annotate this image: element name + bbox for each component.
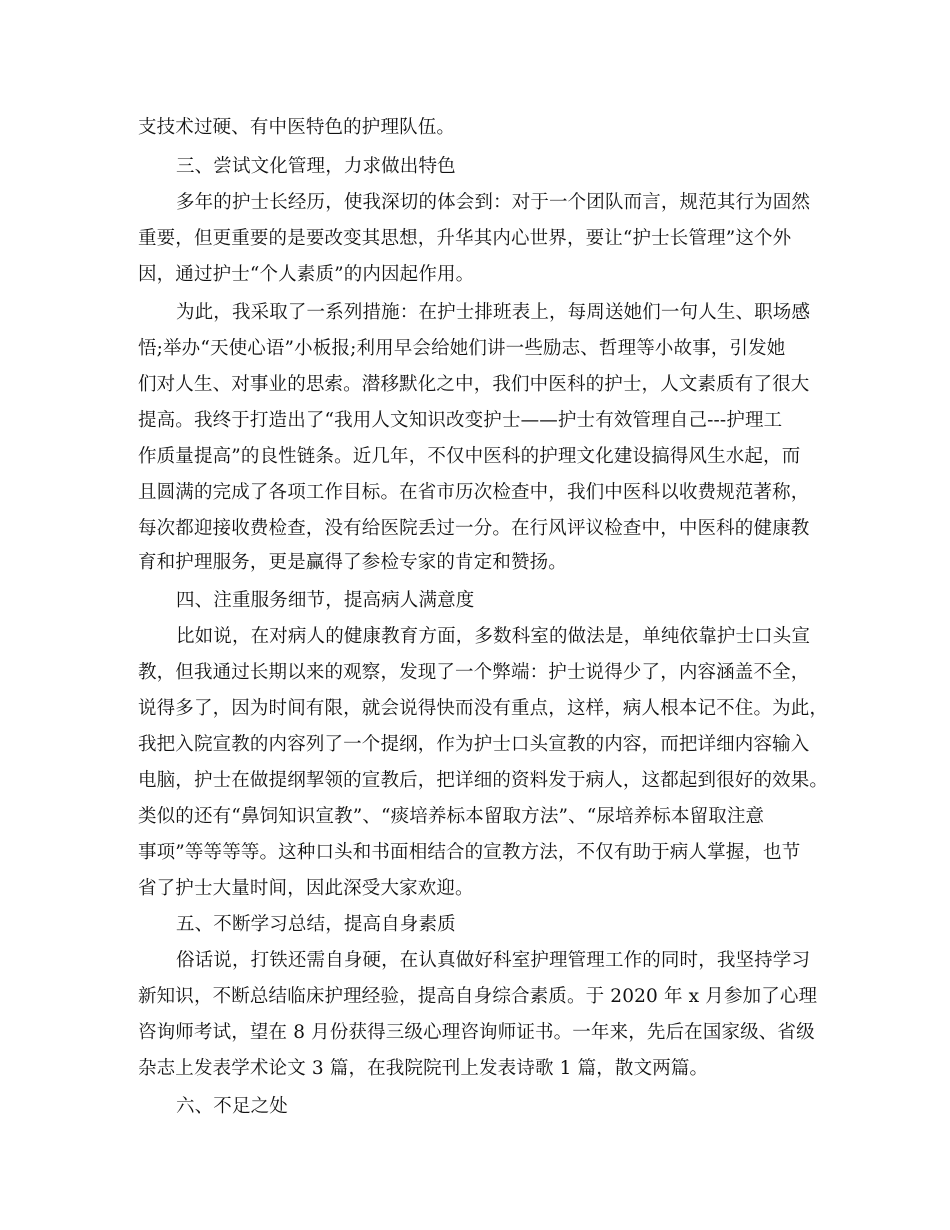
paragraph-line: 为此，我采取了一系列措施：在护士排班表上，每周送她们一句人生、职场感: [176, 302, 811, 323]
paragraph-line: 我把入院宣教的内容列了一个提纲，作为护士口头宣教的内容，而把详细内容输入: [138, 734, 810, 755]
section-heading: 三、尝试文化管理，力求做出特色: [176, 156, 456, 177]
paragraph-line: 咨询师考试，望在 8 月份获得三级心理咨询师证书。一年来，先后在国家级、省级: [138, 1022, 815, 1043]
paragraph-line: 类似的还有“鼻饲知识宣教”、“痰培养标本留取方法”、“尿培养标本留取注意: [138, 806, 765, 827]
paragraph-line: 教，但我通过长期以来的观察，发现了一个弊端：护士说得少了，内容涵盖不全，: [138, 662, 810, 683]
paragraph-line: 因，通过护士“个人素质”的内因起作用。: [138, 264, 475, 285]
paragraph-line: 们对人生、对事业的思索。潜移默化之中，我们中医科的护士，人文素质有了很大: [138, 374, 810, 395]
paragraph-line: 说得多了，因为时间有限，就会说得快而没有重点，这样，病人根本记不住。为此，: [138, 698, 829, 719]
section-heading: 六、不足之处: [176, 1096, 288, 1117]
paragraph-line: 比如说，在对病人的健康教育方面，多数科室的做法是，单纯依靠护士口头宣: [176, 626, 811, 647]
paragraph-line: 育和护理服务，更是赢得了参检专家的肯定和赞扬。: [138, 552, 567, 573]
paragraph-line: 支技术过硬、有中医特色的护理队伍。: [138, 117, 456, 138]
paragraph-line: 俗话说，打铁还需自身硬，在认真做好科室护理管理工作的同时，我坚持学习: [176, 950, 811, 971]
section-heading: 五、不断学习总结，提高自身素质: [176, 914, 456, 935]
paragraph-line: 重要，但更重要的是要改变其思想，升华其内心世界，要让“护士长管理”这个外: [138, 228, 792, 249]
paragraph-line: 提高。我终于打造出了“我用人文知识改变护士——护士有效管理自己---护理工: [138, 410, 783, 431]
paragraph-line: 省了护士大量时间，因此深受大家欢迎。: [138, 878, 474, 899]
paragraph-line: 每次都迎接收费检查，没有给医院丢过一分。在行风评议检查中，中医科的健康教: [138, 518, 810, 539]
paragraph-line: 杂志上发表学术论文 3 篇，在我院院刊上发表诗歌 1 篇，散文两篇。: [138, 1058, 709, 1079]
paragraph-line: 新知识，不断总结临床护理经验，提高自身综合素质。于 2020 年 x 月参加了心理: [138, 986, 818, 1007]
paragraph-line: 事项”等等等等。这种口头和书面相结合的宣教方法，不仅有助于病人掌握，也节: [138, 842, 801, 863]
paragraph-line: 作质量提高”的良性链条。近几年，不仅中医科的护理文化建设搞得风生水起，而: [138, 446, 801, 467]
paragraph-line: 多年的护士长经历，使我深切的体会到：对于一个团队而言，规范其行为固然: [176, 192, 811, 213]
paragraph-line: 电脑，护士在做提纲挈领的宣教后，把详细的资料发于病人，这都起到很好的效果。: [138, 770, 829, 791]
section-heading: 四、注重服务细节，提高病人满意度: [176, 590, 475, 611]
paragraph-line: 悟;举办“天使心语”小板报;利用早会给她们讲一些励志、哲理等小故事，引发她: [138, 338, 786, 359]
paragraph-line: 且圆满的完成了各项工作目标。在省市历次检查中，我们中医科以收费规范著称，: [138, 482, 810, 503]
